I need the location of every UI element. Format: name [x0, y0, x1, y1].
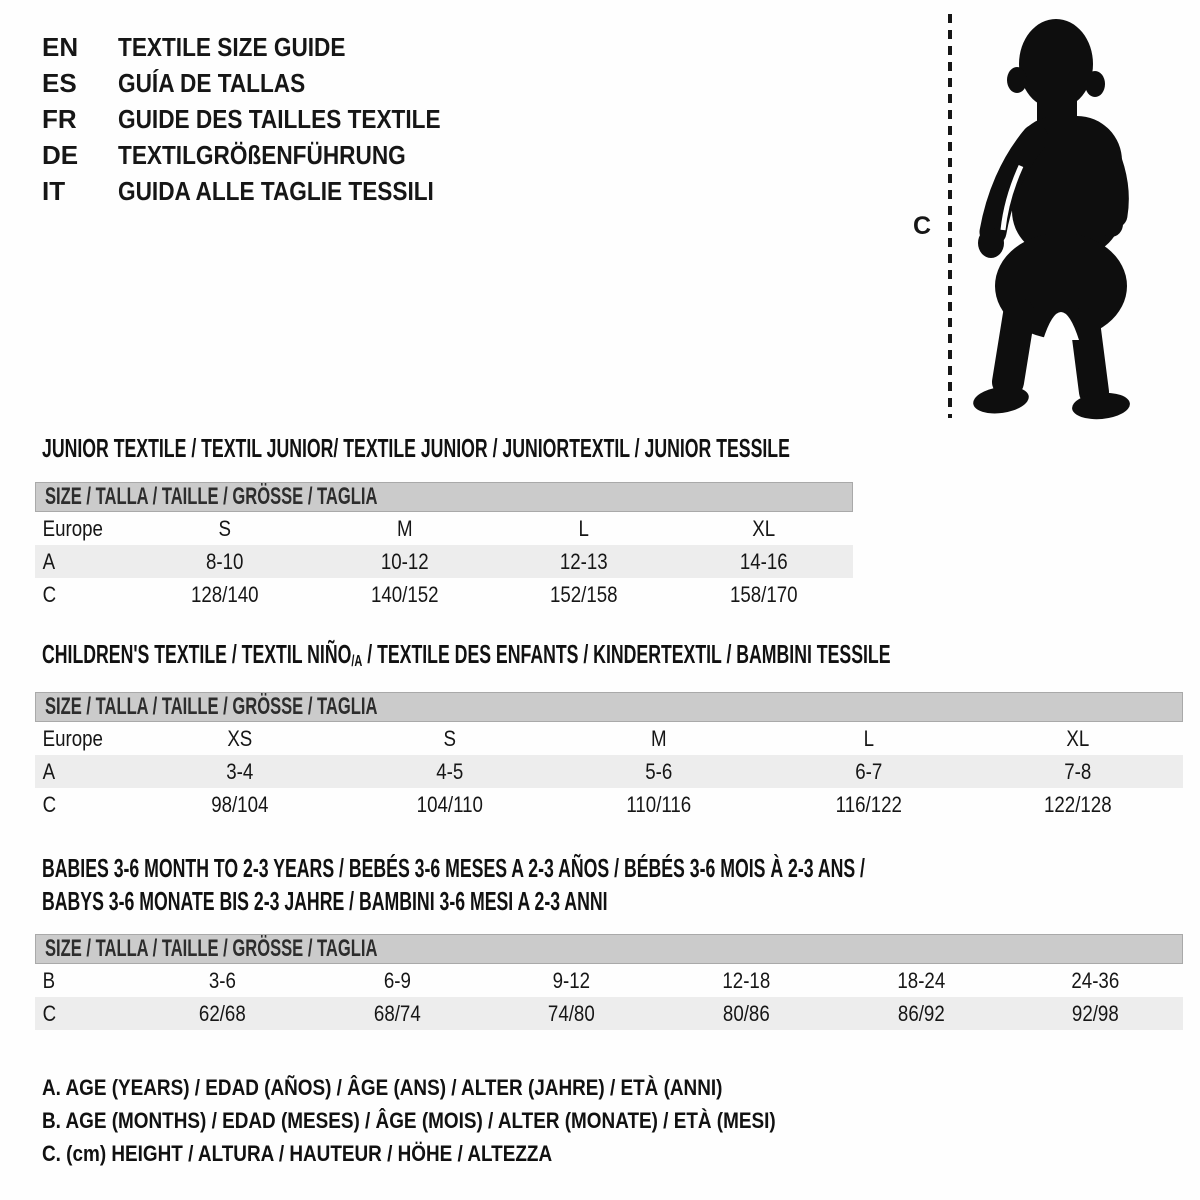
- children-table-header-bar: [35, 692, 1183, 722]
- size-cell: 152/158: [549, 581, 618, 607]
- size-cell: 7-8: [1064, 758, 1092, 784]
- size-header-label: SIZE / TALLA / TAILLE / GRÖSSE / TAGLIA: [45, 935, 378, 962]
- size-cell: S: [443, 725, 456, 751]
- size-cell: S: [218, 515, 231, 541]
- size-cell: XS: [227, 725, 253, 751]
- size-cell: 80/86: [722, 1000, 770, 1026]
- babies-title-line1: BABIES 3-6 MONTH TO 2-3 YEARS / BEBÉS 3-6 MESES A 2-3 AÑOS / BÉBÉS 3-6 MOIS À 2-3 ANS /: [42, 853, 865, 883]
- table-row-europe: [35, 512, 853, 545]
- language-title-block: [42, 29, 489, 209]
- lang-title: GUIDE DES TAILLES TEXTILE: [118, 103, 441, 134]
- row-label: C: [42, 581, 57, 607]
- lang-title: TEXTILGRÖßENFÜHRUNG: [118, 139, 406, 170]
- lang-title: GUIDA ALLE TAGLIE TESSILI: [118, 175, 434, 206]
- table-row-height: [35, 578, 853, 611]
- legend-text: B. AGE (MONTHS) / EDAD (MESES) / ÂGE (MOIS) / ALTER (MONATE) / ETÀ (MESI): [42, 1107, 776, 1133]
- row-label: A: [42, 548, 56, 574]
- size-cell: 9-12: [552, 967, 591, 993]
- babies-size-table: [35, 934, 1183, 1030]
- size-cell: 92/98: [1072, 1000, 1120, 1026]
- row-label: Europe: [42, 515, 103, 541]
- size-cell: 62/68: [198, 1000, 246, 1026]
- size-cell: 10-12: [380, 548, 429, 574]
- size-cell: 8-10: [206, 548, 244, 574]
- lang-code: DE: [42, 139, 79, 170]
- measurement-legend: [42, 1071, 895, 1170]
- height-measure-label: C: [913, 212, 932, 240]
- legend-line-a: [42, 1071, 895, 1104]
- children-size-table: [35, 692, 1183, 821]
- row-label: C: [42, 1000, 57, 1026]
- size-cell: 6-9: [383, 967, 411, 993]
- lang-title: GUÍA DE TALLAS: [118, 67, 306, 98]
- legend-line-c: [42, 1137, 895, 1170]
- lang-row-es: [42, 65, 489, 101]
- children-section-title: [42, 639, 1200, 673]
- size-cell: 110/116: [626, 791, 692, 817]
- size-cell: 122/128: [1044, 791, 1112, 817]
- size-cell: 3-4: [226, 758, 254, 784]
- size-cell: 5-6: [645, 758, 673, 784]
- size-header-label: SIZE / TALLA / TAILLE / GRÖSSE / TAGLIA: [45, 693, 378, 720]
- lang-row-fr: [42, 101, 489, 137]
- table-row-height: [35, 788, 1183, 821]
- table-row-months: [35, 964, 1183, 997]
- children-title-subscript: /A: [351, 652, 363, 671]
- legend-text: C. (cm) HEIGHT / ALTURA / HAUTEUR / HÖHE / ALTEZZA: [42, 1140, 553, 1166]
- size-cell: 158/170: [729, 581, 798, 607]
- size-cell: 128/140: [190, 581, 259, 607]
- lang-code: IT: [42, 175, 66, 206]
- size-cell: 18-24: [897, 967, 945, 993]
- junior-title-text: JUNIOR TEXTILE / TEXTIL JUNIOR/ TEXTILE JUNIOR / JUNIORTEXTIL / JUNIOR TESSILE: [42, 433, 790, 463]
- size-cell: XL: [751, 515, 775, 541]
- size-cell: L: [578, 515, 589, 541]
- children-title-pre: CHILDREN'S TEXTILE / TEXTIL NIÑO: [42, 639, 352, 669]
- legend-line-b: [42, 1104, 895, 1137]
- row-label: A: [42, 758, 56, 784]
- size-cell: 3-6: [208, 967, 236, 993]
- size-cell: 24-36: [1071, 967, 1120, 993]
- children-title-post: / TEXTILE DES ENFANTS / KINDERTEXTIL / BAMBINI TESSILE: [362, 639, 891, 669]
- lang-code: EN: [42, 31, 79, 62]
- babies-table-header-bar: [35, 934, 1183, 964]
- lang-title: TEXTILE SIZE GUIDE: [118, 31, 346, 62]
- size-cell: 98/104: [211, 791, 269, 817]
- size-cell: 116/122: [835, 791, 902, 817]
- table-row-europe: [35, 722, 1183, 755]
- height-measure-dashed-line: [948, 14, 952, 418]
- babies-title-line2: BABYS 3-6 MONATE BIS 2-3 JAHRE / BAMBINI 3-6 MESI A 2-3 ANNI: [42, 886, 608, 916]
- size-cell: 74/80: [548, 1000, 596, 1026]
- lang-row-en: [42, 29, 489, 65]
- toddler-silhouette-icon: [955, 16, 1150, 420]
- size-cell: L: [863, 725, 874, 751]
- legend-text: A. AGE (YEARS) / EDAD (AÑOS) / ÂGE (ANS) / ALTER (JAHRE) / ETÀ (ANNI): [42, 1074, 723, 1100]
- size-cell: 14-16: [739, 548, 788, 574]
- row-label: C: [42, 791, 57, 817]
- size-cell: 86/92: [897, 1000, 945, 1026]
- lang-code: FR: [42, 103, 77, 134]
- size-cell: 140/152: [370, 581, 439, 607]
- size-cell: 12-13: [559, 548, 608, 574]
- table-row-age: [35, 755, 1183, 788]
- size-header-label: SIZE / TALLA / TAILLE / GRÖSSE / TAGLIA: [45, 483, 378, 510]
- lang-row-it: [42, 173, 489, 209]
- size-cell: XL: [1066, 725, 1090, 751]
- junior-size-table: [35, 482, 853, 611]
- size-cell: 6-7: [855, 758, 883, 784]
- children-title-text: [42, 639, 890, 673]
- table-row-height: [35, 997, 1183, 1030]
- size-cell: 104/110: [416, 791, 483, 817]
- size-cell: 68/74: [373, 1000, 421, 1026]
- lang-row-de: [42, 137, 489, 173]
- babies-section-title: [42, 852, 1200, 918]
- size-cell: 12-18: [722, 967, 771, 993]
- row-label: B: [42, 967, 56, 993]
- size-cell: M: [651, 725, 667, 751]
- row-label: Europe: [42, 725, 103, 751]
- size-cell: M: [396, 515, 413, 541]
- junior-table-header-bar: [35, 482, 853, 512]
- size-cell: 4-5: [435, 758, 463, 784]
- lang-code: ES: [42, 67, 77, 98]
- junior-section-title: [42, 433, 1142, 463]
- table-row-age: [35, 545, 853, 578]
